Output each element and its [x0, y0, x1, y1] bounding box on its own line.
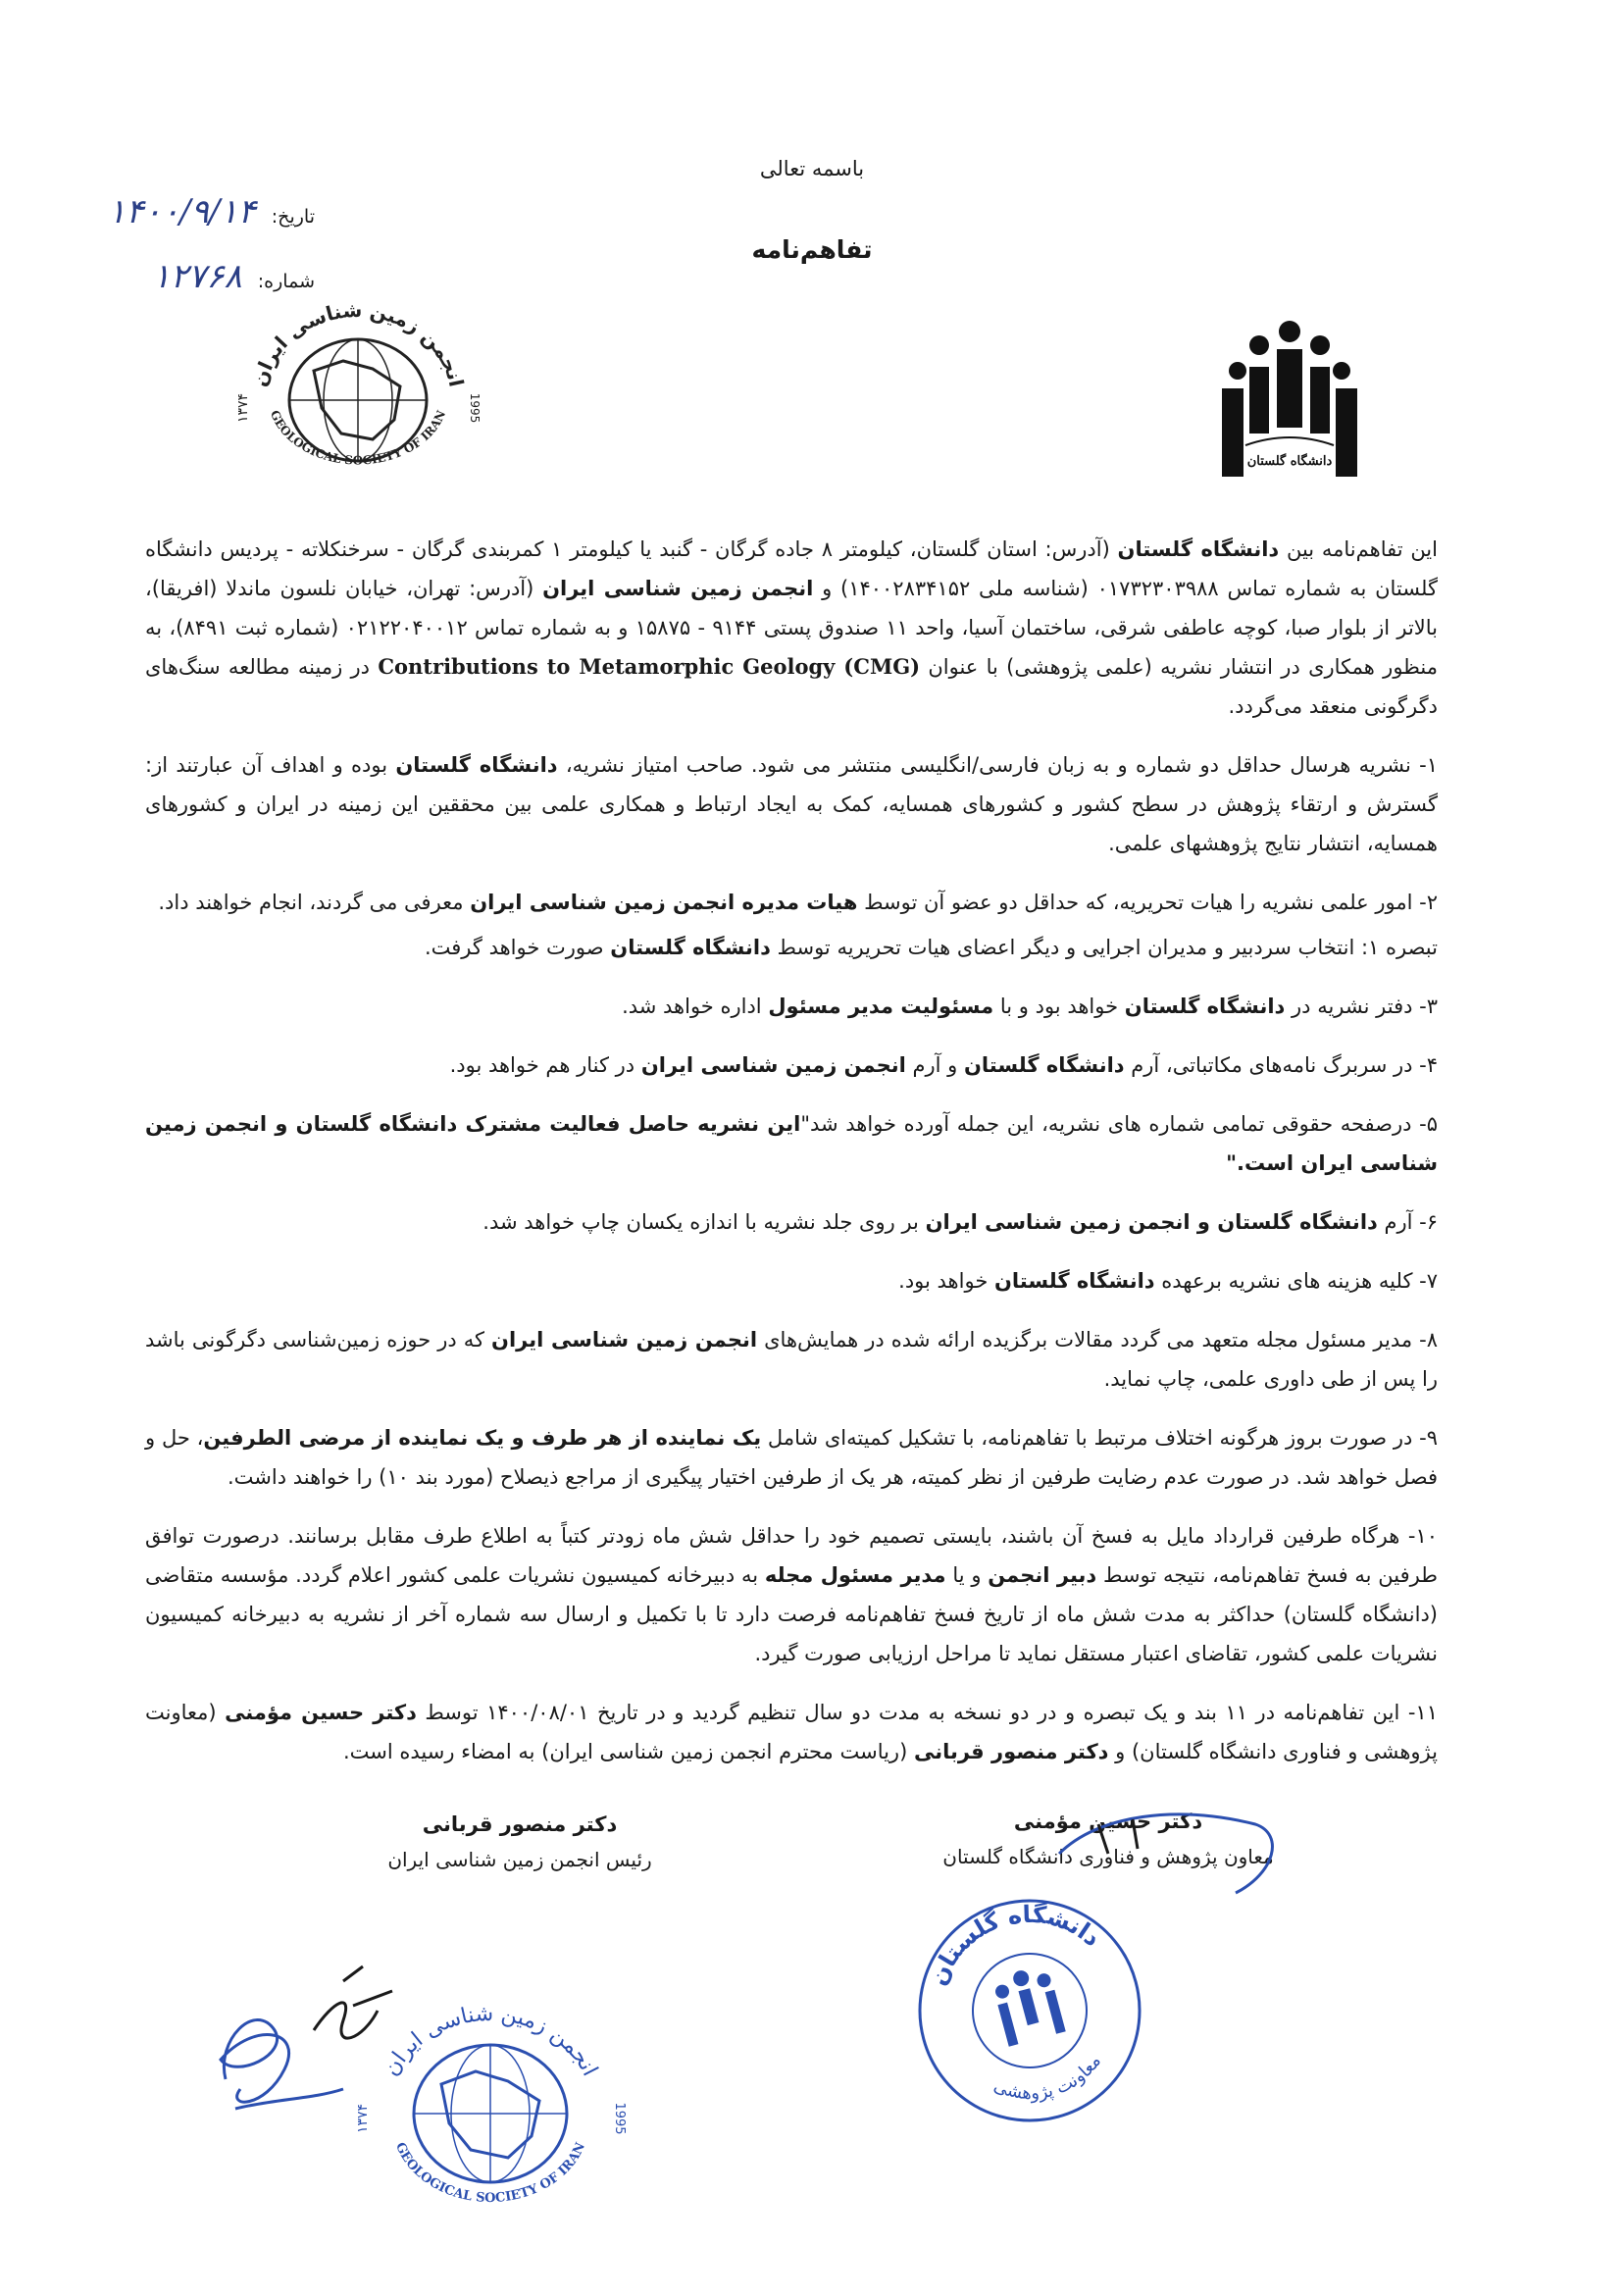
clause-4-bold-1: دانشگاه گلستان — [964, 1053, 1125, 1077]
party-society: انجمن زمین شناسی ایران — [542, 577, 814, 600]
signature-block-left — [333, 1812, 706, 1871]
clause-4-bold-2: انجمن زمین شناسی ایران — [640, 1053, 906, 1077]
clause-1-bold: دانشگاه گلستان — [395, 753, 558, 777]
society-stamp-bottom-name-fa: انجمن زمین شناسی ایران — [379, 2001, 602, 2081]
clause-4-text-e: در کنار هم خواهد بود. — [449, 1053, 635, 1077]
clause-11-text-c: (معاونت پژوهشی و فناوری دانشگاه گلستان) و — [145, 1701, 1438, 1763]
party-university: دانشگاه گلستان — [1117, 537, 1280, 561]
signatory-left-title: رئیس انجمن زمین شناسی ایران — [387, 1848, 652, 1871]
clause-2-note-text-c: صورت خواهد گرفت. — [424, 936, 604, 959]
clause-7-bold: دانشگاه گلستان — [994, 1269, 1155, 1293]
clause-3-text-c: خواهد بود و با — [999, 995, 1119, 1018]
intro-text-3: (آدرس: تهران، خیابان نلسون ماندلا (افریقا)، بالاتر از بلوار صبا، کوچه عاطفی شرقی، ساختمان آسیا، واحد ۱۱ صندوق پستی ۹۱۴۴ - ۱۵۸۷۵ و به شماره تماس ۰۲۱۲۲۰۴۰۰۱۲ (شماره ثبت ۸۴۹۱)، به منظور همکاری در انتشار نشریه (علمی پژوهشی) با عنوان — [145, 577, 1439, 679]
clause-4-text-a: ۴- در سربرگ نامه‌های مکاتباتی، آرم — [1131, 1053, 1438, 1077]
clause-9-bold: یک نماینده از هر طرف و یک نماینده از مرضی الطرفین — [203, 1426, 762, 1450]
clause-1-text-a: ۱- نشریه هرسال حداقل دو شماره و به زبان فارسی/انگلیسی منتشر می شود. صاحب امتیاز نشریه، — [565, 753, 1438, 777]
clause-9 — [145, 1418, 1438, 1497]
clause-8 — [145, 1320, 1438, 1399]
clause-2-note-text-a: تبصره ۱: انتخاب سردبیر و مدیران اجرایی و دیگر اعضای هیات تحریریه توسط — [777, 936, 1438, 959]
clause-11-bold-2: دکتر منصور قربانی — [913, 1740, 1109, 1763]
clause-3-text-a: ۳- دفتر نشریه در — [1292, 995, 1438, 1018]
signatory-right-name: دکتر حسین مؤمنی — [1013, 1810, 1203, 1833]
clause-11-bold-1: دکتر حسین مؤمنی — [225, 1701, 417, 1724]
university-stamp — [902, 1883, 1157, 2138]
clause-10-text-c: و یا — [952, 1563, 982, 1587]
clause-4-text-c: و آرم — [912, 1053, 958, 1077]
society-stamp-top — [226, 292, 490, 488]
clause-4 — [145, 1046, 1438, 1085]
clause-10-text-e: به دبیرخانه کمیسیون نشریات علمی کشور اعلام گردد. مؤسسه متقاضی (دانشگاه گلستان) حداکثر به مدت شش ماه از تاریخ فسخ تفاهم‌نامه فرصت دارد تا با تکمیل و ارسال سه شماره آخر از نشریه به دبیرخانه کمیسیون نشریات علمی کشور، تقاضای اعتبار مستقل نماید تا مراحل ارزیابی صورت گیرد. — [145, 1563, 1438, 1665]
svg-text:دانشگاه گلستان — [911, 1883, 1110, 1995]
university-logo — [1216, 316, 1363, 483]
clause-9-text-c: ، حل و فصل خواهد شد. در صورت عدم رضایت طرفین از نظر کمیته، هر یک از طرفین اختیار پیگیری از مراجع ذیصلاح (مورد بند ۱۰) را خواهند داشت. — [145, 1426, 1438, 1489]
society-stamp-bottom-year-fa: ۱۳۷۴ — [355, 2103, 371, 2134]
clause-3-bold-1: دانشگاه گلستان — [1124, 995, 1286, 1018]
clause-2 — [145, 883, 1438, 922]
clause-2-note-bold: دانشگاه گلستان — [610, 936, 771, 959]
society-stamp-top-year-en: 1995 — [468, 392, 482, 424]
clause-10 — [145, 1516, 1438, 1673]
clause-3 — [145, 987, 1438, 1026]
society-stamp-top-name-fa: انجمن زمین شناسی ایران — [247, 297, 469, 389]
clause-11 — [145, 1693, 1438, 1771]
clause-10-bold-2: مدیر مسئول مجله — [764, 1563, 946, 1587]
university-stamp-top-text: دانشگاه گلستان — [924, 1900, 1106, 1990]
clause-10-bold-1: دبیر انجمن — [988, 1563, 1097, 1587]
number-value: ۱۲۷۶۸ — [152, 257, 242, 296]
clause-11-text-a: ۱۱- این تفاهم‌نامه در ۱۱ بند و یک تبصره و در دو نسخه به مدت دو سال تنظیم گردید و در تاریخ ۱۴۰۰/۰۸/۰۱ توسط — [425, 1701, 1438, 1724]
clause-8-bold: انجمن زمین شناسی ایران — [491, 1328, 758, 1352]
signatory-left-name: دکتر منصور قربانی — [422, 1812, 618, 1836]
date-value: ۱۴۰۰/۹/۱۴ — [107, 192, 256, 231]
clause-2-bold: هیات مدیره انجمن زمین شناسی ایران — [470, 891, 858, 914]
society-stamp-bottom-name-en: GEOLOGICAL SOCIETY OF IRAN — [391, 2140, 589, 2207]
clause-1 — [145, 745, 1438, 863]
clause-6 — [145, 1202, 1438, 1242]
svg-text:معاونت پژوهشی — [987, 2048, 1111, 2117]
clause-8-text-c: که در حوزه زمین‌شناسی دگرگونی باشد را پس از طی داوری علمی، چاپ نماید. — [145, 1328, 1438, 1391]
invocation: باسمه تعالی — [759, 157, 865, 180]
clause-5 — [145, 1104, 1438, 1183]
clause-7-text-c: خواهد بود. — [898, 1269, 989, 1293]
number-label: شماره: — [257, 271, 315, 292]
page-title: تفاهم‌نامه — [751, 235, 873, 264]
number-line — [152, 257, 315, 296]
clause-10-text-a: ۱۰- هرگاه طرفین قرارداد مایل به فسخ آن باشند، بایستی تصمیم خود را حداقل شش ماه زودتر کتباً به اطلاع طرف مقابل برسانند. درصورت توافق طرفین به فسخ تفاهم‌نامه، نتیجه توسط — [145, 1524, 1438, 1587]
clause-5-text-a: ۵- درصفحه حقوقی تمامی شماره های نشریه، این جمله آورده خواهد شد" — [800, 1112, 1438, 1136]
university-stamp-bottom-text: معاونت پژوهشی — [990, 2051, 1105, 2104]
clause-5-bold: این نشریه حاصل فعالیت مشترک دانشگاه گلستان و انجمن زمین شناسی ایران است." — [145, 1112, 1438, 1175]
clause-8-text-a: ۸- مدیر مسئول مجله متعهد می گردد مقالات برگزیده ارائه شده در همایش‌های — [764, 1328, 1438, 1352]
society-stamp-bottom-year-en: 1995 — [612, 2102, 627, 2135]
clause-1-text-c: بوده و اهداف آن عبارتند از: گسترش و ارتقاء پژوهش در سطح کشور و کشورهای همسایه، کمک به ایجاد ارتباط و همکاری علمی بین محققین این زمینه در ایران و کشورهای همسایه، انتشار نتایج پژوهشهای علمی. — [145, 753, 1438, 855]
clause-11-text-e: (ریاست محترم انجمن زمین شناسی ایران) به امضاء رسیده است. — [342, 1740, 908, 1763]
signatory-right-title: معاون پژوهش و فناوری دانشگاه گلستان — [942, 1845, 1274, 1868]
university-emblem-icon — [1216, 316, 1363, 483]
clause-3-text-e: اداره خواهد شد. — [622, 995, 762, 1018]
clause-6-text-a: ۶- آرم — [1384, 1210, 1438, 1234]
intro-text-1: این تفاهم‌نامه بین — [1286, 537, 1438, 561]
agreement-body — [145, 530, 1438, 1791]
clause-2-text-a: ۲- امور علمی نشریه را هیات تحریریه، که حداقل دو عضو آن توسط — [864, 891, 1438, 914]
intro-paragraph — [145, 530, 1438, 726]
society-stamp-top-year-fa: ۱۳۷۴ — [235, 392, 251, 424]
clause-6-text-c: بر روی جلد نشریه با اندازه یکسان چاپ خواهد شد. — [482, 1210, 919, 1234]
intro-text-4: در زمینه مطالعه سنگ‌های دگرگونی منعقد می‌گردد. — [145, 655, 1438, 718]
intro-text-2: (آدرس: استان گلستان، کیلومتر ۸ جاده گرگان - گنبد یا کیلومتر ۱ کمربندی گرگان - سرخنکلاته - پردیس دانشگاه گلستان به شماره تماس ۰۱۷۳۲۳۰۳۹۸۸ (شناسه ملی ۱۴۰۰۲۸۳۴۱۵۲) و — [145, 537, 1438, 600]
clause-6-bold: دانشگاه گلستان و انجمن زمین شناسی ایران — [925, 1210, 1378, 1234]
clause-7 — [145, 1261, 1438, 1301]
society-stamp-bottom — [343, 1991, 637, 2217]
clause-9-text-a: ۹- در صورت بروز هرگونه اختلاف مرتبط با تفاهم‌نامه، با تشکیل کمیته‌ای شامل — [767, 1426, 1438, 1450]
university-logo-caption: دانشگاه گلستان — [1246, 454, 1333, 469]
society-stamp-top-name-en: GEOLOGICAL SOCIETY OF IRAN — [267, 408, 449, 468]
date-label: تاریخ: — [271, 206, 315, 228]
journal-title: Contributions to Metamorphic Geology (CMG) — [378, 654, 921, 679]
clause-7-text-a: ۷- کلیه هزینه های نشریه برعهده — [1161, 1269, 1438, 1293]
clause-3-bold-2: مسئولیت مدیر مسئول — [768, 995, 994, 1018]
clause-2-text-c: معرفی می گردند، انجام خواهند داد. — [158, 891, 464, 914]
date-line — [108, 192, 315, 231]
clause-2-note — [145, 928, 1438, 967]
